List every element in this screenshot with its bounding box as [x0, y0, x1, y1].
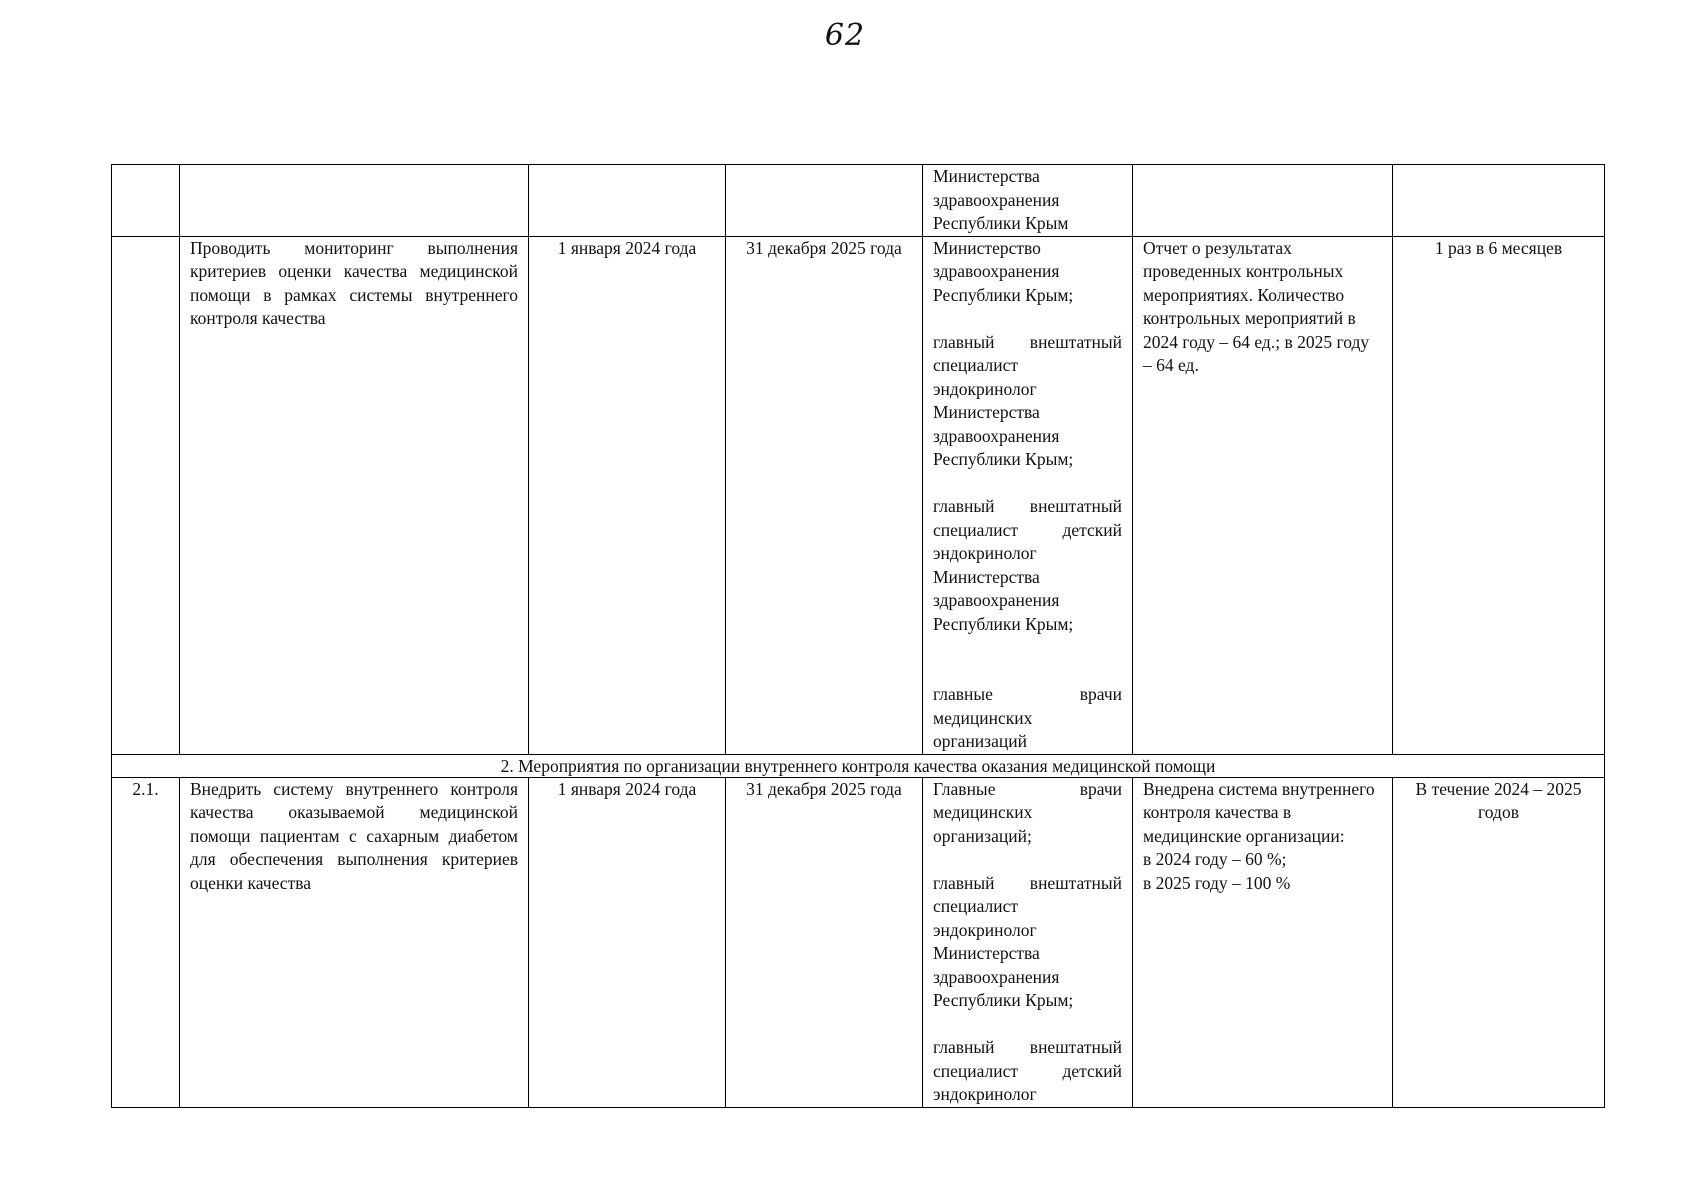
cell-frequency — [1393, 165, 1605, 237]
responsible-entry: Министерство здравоохранения Республики Крым; — [933, 237, 1074, 305]
result-line: в 2024 году – 60 %; — [1143, 849, 1287, 869]
cell-end-date: 31 декабря 2025 года — [726, 777, 923, 1107]
responsible-line: Министерства — [933, 166, 1040, 186]
cell-action — [180, 165, 529, 237]
action-plan-table — [111, 164, 1605, 1108]
responsible-entry: Главные врачи медицинских организаций; — [933, 778, 1122, 846]
responsible-entry: главный внештатный специалист эндокринолог Министерства здравоохранения Республики Крым; — [933, 872, 1122, 1010]
responsible-entry: главный внештатный специалист детский эндокринолог Министерства здравоохранения Республики Крым; — [933, 496, 1122, 634]
cell-num — [112, 236, 180, 754]
responsible-line: Республики Крым — [933, 213, 1069, 233]
cell-result — [1133, 777, 1393, 1107]
cell-start-date: 1 января 2024 года — [529, 236, 726, 754]
cell-action: Внедрить систему внутреннего контроля качества оказываемой медицинской помощи пациентам с сахарным диабетом для обеспечения выполнения критериев оценки качества — [180, 777, 529, 1107]
cell-start-date: 1 января 2024 года — [529, 777, 726, 1107]
table-row — [112, 236, 1605, 754]
responsible-line: здравоохранения — [933, 189, 1060, 210]
table-row — [112, 165, 1605, 237]
cell-action: Проводить мониторинг выполнения критериев оценки качества медицинской помощи в рамках системы внутреннего контроля качества — [180, 236, 529, 754]
cell-num — [112, 165, 180, 237]
cell-frequency: В течение 2024 – 2025 годов — [1393, 777, 1605, 1107]
cell-responsible — [923, 236, 1133, 754]
responsible-entry: главный внештатный специалист детский эндокринолог — [933, 1037, 1122, 1104]
result-line: в 2025 году – 100 % — [1143, 872, 1291, 893]
result-line: Внедрена система внутреннего контроля качества в медицинские организации: — [1143, 778, 1375, 846]
cell-end-date: 31 декабря 2025 года — [726, 236, 923, 754]
cell-num: 2.1. — [112, 777, 180, 1107]
page-number: 62 — [824, 18, 866, 53]
section-row — [112, 754, 1605, 777]
responsible-entry: главные врачи медицинских организаций — [933, 684, 1122, 751]
cell-frequency: 1 раз в 6 месяцев — [1393, 236, 1605, 754]
cell-responsible — [923, 777, 1133, 1107]
cell-start-date — [529, 165, 726, 237]
cell-result — [1133, 165, 1393, 237]
cell-responsible — [923, 165, 1133, 237]
responsible-entry: главный внештатный специалист эндокринолог Министерства здравоохранения Республики Крым; — [933, 331, 1122, 469]
table-row — [112, 777, 1605, 1107]
section-title: 2. Мероприятия по организации внутреннего контроля качества оказания медицинской помощи — [112, 754, 1605, 777]
cell-end-date — [726, 165, 923, 237]
cell-result: Отчет о результатах проведенных контрольных мероприятиях. Количество контрольных мероприятий в 2024 году – 64 ед.; в 2025 году – 64 ед. — [1133, 236, 1393, 754]
